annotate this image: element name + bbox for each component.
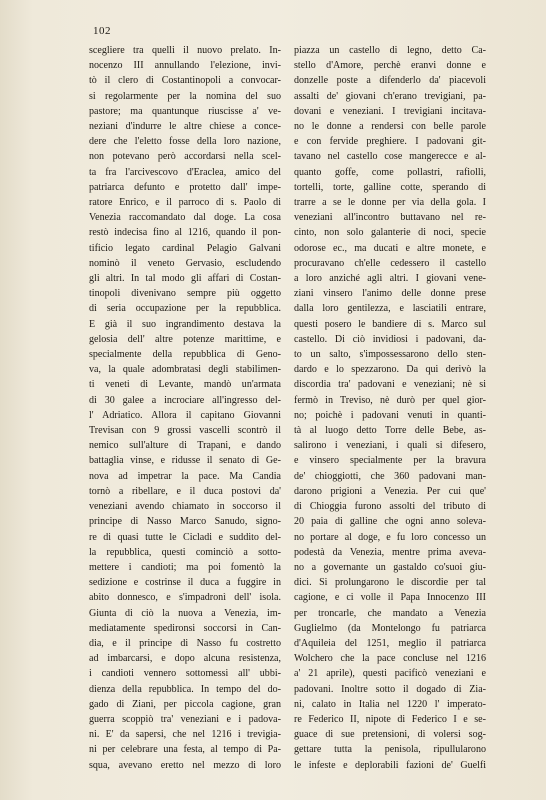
text-line: l' Adriatico. Allora il capitano Giovanni: [89, 409, 281, 421]
text-line: E già il suo ingrandimento destava la: [89, 318, 281, 330]
text-line: nominò il veneto Gervasio, escludendo: [89, 257, 281, 269]
text-line: si regolarmente per la nomina del suo: [89, 90, 281, 102]
text-line: salirono i veneziani, i quali si difesero,: [294, 440, 486, 452]
text-line: tornò a ribellare, e il duca postovi da': [89, 485, 281, 497]
text-line: tà al luogo detto Torre delle Bebe, as-: [294, 425, 486, 437]
text-line: gli altri. In tal modo gli affari di Costan-: [89, 273, 281, 285]
text-line: no; poichè i padovani venuti in quanti-: [294, 409, 486, 421]
text-line: sedizione e costrinse il duca a fuggire in: [89, 577, 281, 589]
text-line: tinopoli divenivano sempre più oggetto: [89, 288, 281, 300]
text-line: Giunta di ciò la nuova a Venezia, im-: [89, 607, 281, 619]
text-line: principe di Nasso Marco Sanudo, signo-: [89, 516, 281, 528]
text-line: a' 21 aprile), questi pacificò veneziani e: [294, 668, 486, 680]
text-line: abito donnesco, e s'impadronì dell' isola.: [89, 592, 281, 604]
text-line: donzelle poste a difenderlo da' piacevoli: [294, 75, 486, 87]
text-line: Venezia raccomandato dal doge. La cosa: [89, 212, 281, 224]
text-line: tificio legato cardinal Pelagio Galvani: [89, 242, 281, 254]
text-line: ni, calato in Italia nel 1220 l' imperato-: [294, 698, 486, 710]
text-line: dovani e veneziani. I trevigiani incitava-: [294, 105, 486, 117]
text-line: de' chioggiotti, che 360 padovani man-: [294, 470, 486, 482]
text-line: per troncarle, che mandato a Venezia: [294, 607, 486, 619]
text-line: Wolchero che la pace concluse nel 1216: [294, 653, 486, 665]
text-line: specialmente della repubblica di Geno-: [89, 349, 281, 361]
text-line: dalla loro gentilezza, e lasciatili entrare,: [294, 303, 486, 315]
text-line: d'Aquileia del 1251, meglio il patriarca: [294, 637, 486, 649]
text-line: neziani d'indurre le altre chiese a conce-: [89, 121, 281, 133]
text-line: tò il clero di Costantinopoli a convocar-: [89, 75, 281, 87]
text-line: e con fervide preghiere. I padovani git-: [294, 136, 486, 148]
text-line: padovani. Inoltre sotto il dogado di Zia-: [294, 683, 486, 695]
text-line: stello d'Amore, perchè eranvi donne e: [294, 60, 486, 72]
text-line: procuravano ch'elle cedessero il castello: [294, 257, 486, 269]
text-line: ziani vinsero l'animo delle donne prese: [294, 288, 486, 300]
text-line: no portare al doge, e fu loro concesso un: [294, 531, 486, 543]
text-line: non potevano però accordarsi nella scel-: [89, 151, 281, 163]
text-line: quanto goffe, come pollastri, rafiolli,: [294, 166, 486, 178]
text-line: ta fra l'arcivescovo d'Eraclea, amico del: [89, 166, 281, 178]
text-line: i candioti vennero sottomessi all' ubbi-: [89, 668, 281, 680]
text-line: gado di Ziani, per piccola cagione, gran: [89, 698, 281, 710]
text-line: la repubblica, questi cominciò a sotto-: [89, 546, 281, 558]
text-line: gelosia dell' altre potenze marittime, e: [89, 333, 281, 345]
text-line: dardo e lo spezzarono. Da qui derivò la: [294, 364, 486, 376]
text-line: questi posero le bandiere di s. Marco sul: [294, 318, 486, 330]
text-line: di seria occupazione per la repubblica.: [89, 303, 281, 315]
text-line: dienza della repubblica. In tempo del do-: [89, 683, 281, 695]
text-line: discordia tra' padovani e veneziani; nè si: [294, 379, 486, 391]
text-line: va, la quale adombratasi degli stabilimen-: [89, 364, 281, 376]
text-line: guace di sue pretensioni, di volersi sog-: [294, 729, 486, 741]
left-column: [89, 43, 281, 773]
text-line: assalti de' giovani ch'erano trevigiani, pa-: [294, 90, 486, 102]
text-line: piazza un castello di legno, detto Ca-: [294, 45, 486, 56]
text-line: tortelli, torte, galline cotte, sperando di: [294, 181, 486, 193]
text-line: trarre a se le donne per via della gola. I: [294, 197, 486, 209]
text-line: castello. Di ciò invidiosi i padovani, da-: [294, 333, 486, 345]
text-line: nova ad impetrar la pace. Ma Candia: [89, 470, 281, 482]
text-line: dia, e il principe di Nasso fu costretto: [89, 637, 281, 649]
text-line: ti veneti di Levante, mandò un'armata: [89, 379, 281, 391]
text-line: re di quasi tutte le Cicladi e suddito del-: [89, 531, 281, 543]
text-line: pastore; ma quantunque riuscisse a' ve-: [89, 105, 281, 117]
text-line: battaglia vinse, e ridusse il senato di Ge-: [89, 455, 281, 467]
text-line: ratore Enrico, e il parroco di s. Paolo di: [89, 197, 281, 209]
text-line: re Federico II, nipote di Federico I e se-: [294, 713, 486, 725]
text-line: ni. E' da sapersi, che nel 1216 i trevigia-: [89, 729, 281, 741]
text-line: 20 paia di galline che ogni anno soleva-: [294, 516, 486, 528]
text-line: ni per celebrare una festa, al tempo di Pa-: [89, 744, 281, 756]
text-line: guerra scoppiò tra' veneziani e i padova-: [89, 713, 281, 725]
text-line: to un salto, s'impossessarono dello sten-: [294, 349, 486, 361]
right-column: [294, 43, 486, 773]
text-line: ad imbarcarsi, e dopo alcuna resistenza,: [89, 653, 281, 665]
text-line: cagione, e ci volle il Papa Innocenzo III: [294, 592, 486, 604]
text-columns: [89, 43, 486, 773]
text-line: no a governante un gastaldo co'suoi giu-: [294, 561, 486, 573]
text-line: a loro anziché agli altri. I giovani vene-: [294, 273, 486, 285]
text-line: squa, avevano eretto nel mezzo di loro: [89, 759, 281, 771]
text-line: le infeste e deplorabili fazioni de' Guelfi: [294, 759, 486, 771]
text-line: di 30 galee a incrociare all'ingresso del-: [89, 394, 281, 406]
text-line: dici. Si prolungarono le discordie per tal: [294, 577, 486, 589]
text-line: restò indecisa fino al 1216, quando il pon-: [89, 227, 281, 239]
text-line: fermò in Treviso, nè durò per quel gior-: [294, 394, 486, 406]
text-line: Trevisan con 9 grossi vascelli scontrò il: [89, 425, 281, 437]
text-line: di Chioggia furono assolti del tributo di: [294, 501, 486, 513]
text-line: nemico sull'alture di Trapani, e dando: [89, 440, 281, 452]
text-line: cinto, non solo galanterie di noci, specie: [294, 227, 486, 239]
text-line: tavano nel castello cose mangerecce e al-: [294, 151, 486, 163]
text-line: dere che l'eletto fosse della loro nazione,: [89, 136, 281, 148]
text-line: no le donne a rendersi con belle parole: [294, 121, 486, 133]
text-line: mettere i candioti; ma poi fomentò la: [89, 561, 281, 573]
text-line: odorose ec., ma ducati e altre monete, e: [294, 242, 486, 254]
text-line: veneziani all'incontro buttavano nel re-: [294, 212, 486, 224]
text-line: e vinsero specialmente per la bravura: [294, 455, 486, 467]
text-line: patriarca defunto e protetto dall' impe-: [89, 181, 281, 193]
page-number: 102: [93, 25, 111, 37]
text-line: scegliere tra quelli il nuovo prelato. In-: [89, 45, 281, 56]
text-line: gettare tutta la penisola, ripullularono: [294, 744, 486, 756]
text-line: Guglielmo (da Montelongo fu patriarca: [294, 622, 486, 634]
text-line: mediatamente spedironsi soccorsi in Can-: [89, 622, 281, 634]
text-line: darono prigioni a Venezia. Per cui que': [294, 485, 486, 497]
text-line: nocenzo III annullando l'elezione, invi-: [89, 60, 281, 72]
text-line: veneziani avendo chiamato in soccorso il: [89, 501, 281, 513]
text-line: podestà da Venezia, mentre prima aveva-: [294, 546, 486, 558]
